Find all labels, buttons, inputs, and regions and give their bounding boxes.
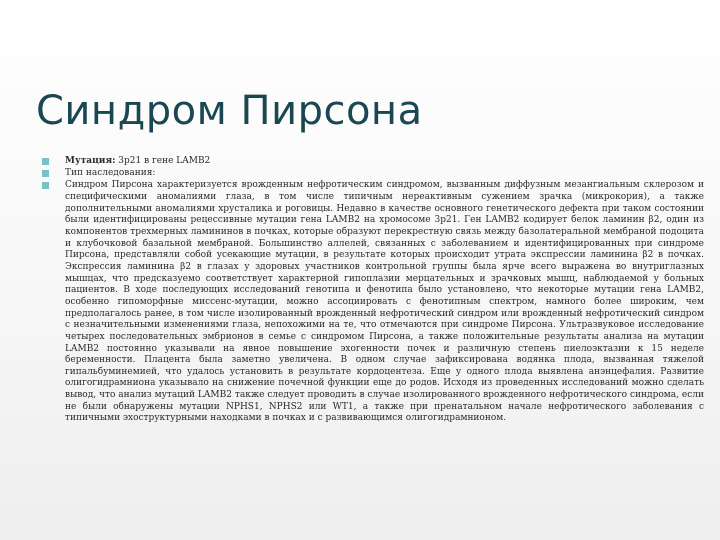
bullet-list — [40, 156, 704, 425]
bullet-inheritance — [40, 168, 704, 180]
bullet-label: Мутация: — [65, 156, 116, 166]
bullet-body: Тип наследования: — [65, 168, 156, 179]
bullet-description — [40, 180, 704, 425]
bullet-body: 3p21 в гене LAMB2 — [115, 156, 211, 166]
square-bullet-icon — [42, 170, 50, 178]
slide-title: Синдром Пирсона — [36, 88, 423, 134]
bullet-text — [65, 168, 704, 180]
square-bullet-icon — [42, 158, 50, 166]
square-bullet-icon — [42, 182, 50, 190]
bullet-mutation — [40, 156, 704, 168]
bullet-text — [65, 156, 704, 168]
bullet-body: Синдром Пирсона характеризуется врожденным нефротическим синдромом, вызванным диффузным мезангиальным склерозом и специфическими аномалиями глаза, в том числе типичным нереактивным сужением зрачка (микрокория), а также дополнительными аномалиями хрусталика и роговицы. Недавно в качестве основного генетического дефекта при таком состоянии были идентифицированы рецессивные мутации гена LAMB2 на хромосоме 3p21. Ген LAMB2 кодирует белок ламинин β2, один из компонентов трехмерных ламининов в почках, которые образуют перекрестную связь между базолатеральной мембраной подоцита и клубочковой базальной мембраной. Большинство аллелей, связанных с заболеванием и идентифицированных при синдроме Пирсона, представляли собой усекающие мутации, в результате которых происходит утрата экспрессии ламинина β2 в почках. Экспрессия ламинина β2 в глазах у здоровых участников контрольной группы была ярче всего выражена во внутриглазных мышцах, что предсказуемо соответствует характерной гипоплазии мерцательных и зрачковых мышц, наблюдаемой у больных пациентов. В ходе последующих исследований генотипа и фенотипа было установлено, что некоторые мутации гена LAMB2, особенно гипоморфные миссенс-мутации, можно ассоциировать с фенотипным спектром, намного более широким, чем предполагалось ранее, в том числе изолированный врожденный нефротический синдром или врожденный нефротический синдром с незначительными изменениями глаза, непохожими на те, что отмечаются при синдроме Пирсона. Ультразвуковое исследование четырех последовательных эмбрионов в семье с синдромом Пирсона, а также положительные результаты анализа на мутации LAMB2 постоянно указывали на явное повышение эхогенности почек и различную степень пиелоэктазии к 15 неделе беременности. Плацента была заметно увеличена. В одном случае зафиксирована водянка плода, вызванная тяжелой гипальбуминемией, что удалось установить в результате кордоцентеза. Еще у одного плода выявлена анэнцефалия. Развитие олигогидрамниона указывало на снижение почечной функции еще до родов. Исходя из проведенных исследований можно сделать вывод, что анализ мутаций LAMB2 также следует проводить в случае изолированного врожденного нефротического синдрома, если не были обнаружены мутации NPHS1, NPHS2 или WT1, а также при пренатальном начале нефротического заболевания с типичными эхоструктурными находками в почках и с развивающимся олигогидрамнионом. — [65, 180, 704, 424]
